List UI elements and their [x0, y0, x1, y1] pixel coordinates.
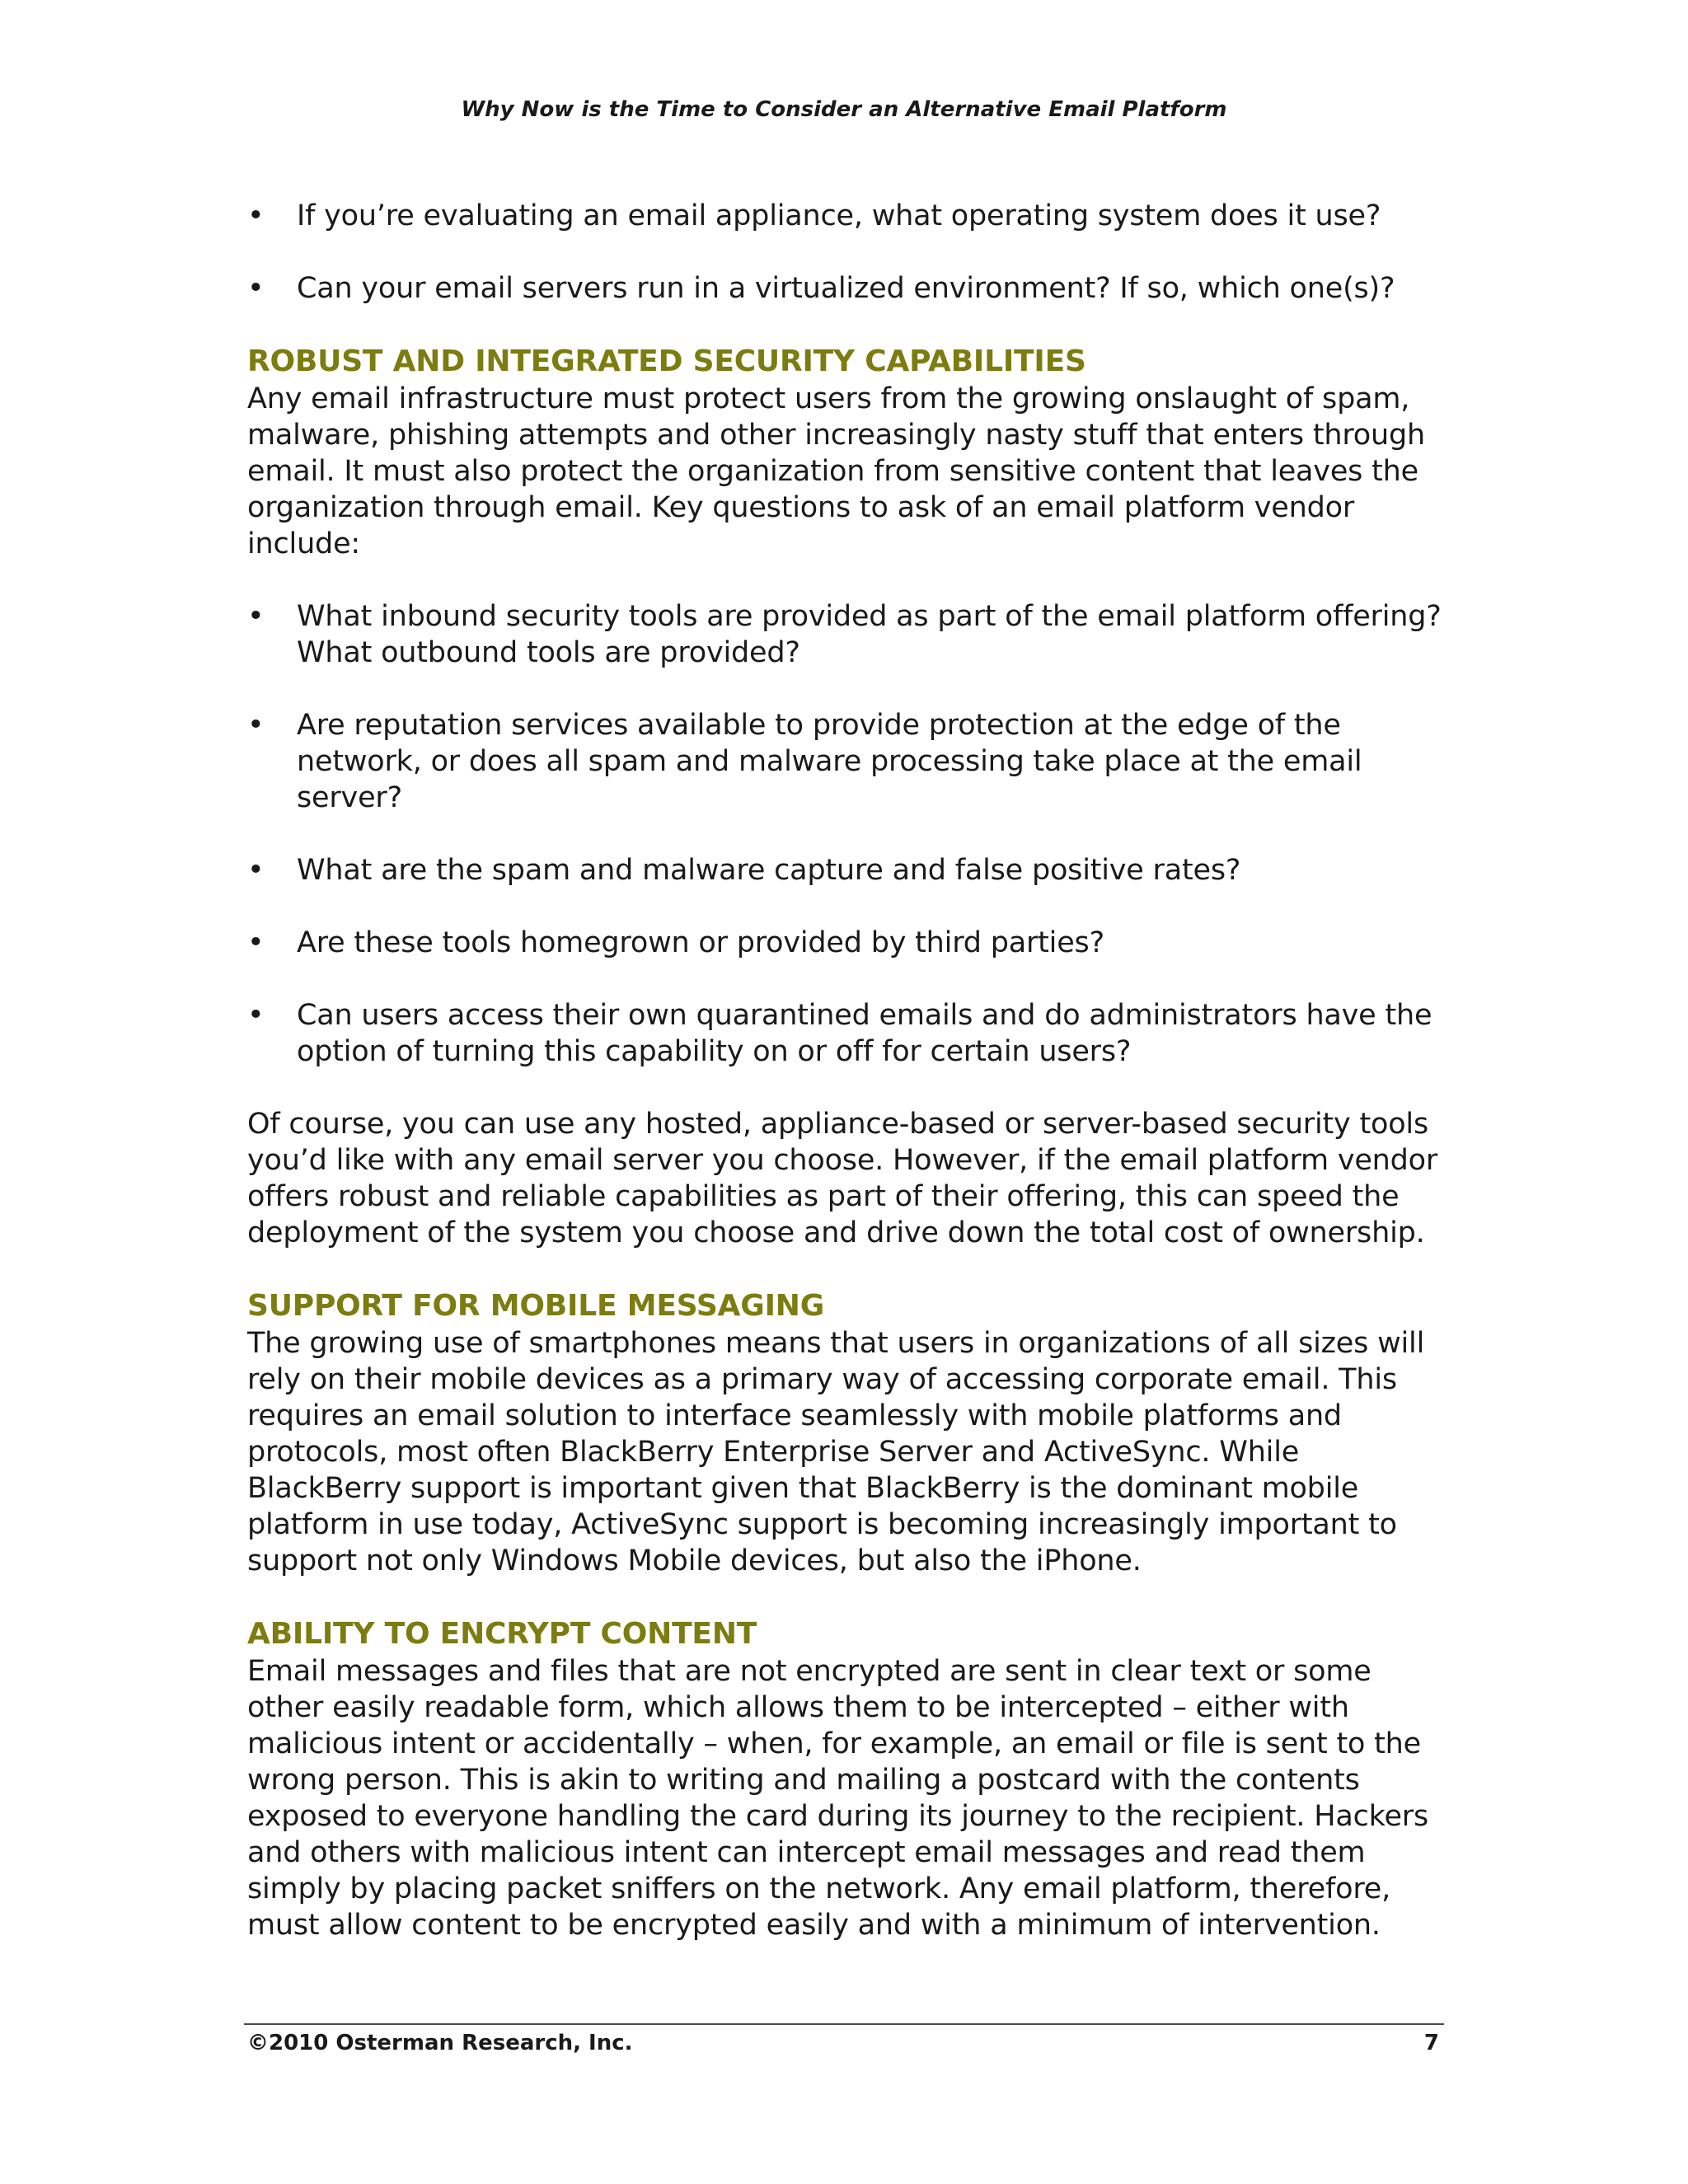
list-item [247, 925, 1451, 961]
intro-bullet-list [247, 198, 1451, 307]
list-item [247, 270, 1451, 307]
section-body-security: Any email infrastructure must protect users from the growing onslaught of spam, malware, phishing attempts and other increasingly nasty stuff that enters through email. It must also protect the organization from sensitive content that leaves the organization through email. Key questions to ask of an email platform vendor include: [247, 382, 1425, 560]
bullet-text: If you’re evaluating an email appliance, what operating system does it use? [297, 199, 1381, 232]
list-item [247, 852, 1451, 888]
footer-page-number: 7 [1423, 2031, 1439, 2055]
list-item [247, 997, 1451, 1070]
bullet-icon: • [247, 709, 265, 742]
footer-divider [244, 2023, 1444, 2025]
bullet-icon: • [247, 600, 265, 633]
section-heading-encrypt: ABILITY TO ENCRYPT CONTENT [247, 1617, 757, 1651]
section-heading-mobile: SUPPORT FOR MOBILE MESSAGING [247, 1289, 825, 1323]
bullet-icon: • [247, 199, 265, 232]
page-header-title: Why Now is the Time to Consider an Alternative Email Platform [461, 97, 1227, 122]
section-body-mobile: The growing use of smartphones means that users in organizations of all sizes will rely on their mobile devices as a primary way of accessing corporate email. This requires an email solution to interface seamlessly with mobile platforms and protocols, most often BlackBerry Enterprise Server and ActiveSync. While BlackBerry support is important given that BlackBerry is the dominant mobile platform in use today, ActiveSync support is becoming increasingly important to support not only Windows Mobile devices, but also the iPhone. [247, 1327, 1425, 1577]
bullet-text: What inbound security tools are provided as part of the email platform offering? What outbound tools are provided? [297, 600, 1442, 669]
security-bullet-list [247, 598, 1451, 1070]
section-closing-security: Of course, you can use any hosted, appliance-based or server-based security tools you’d like with any email server you choose. However, if the email platform vendor offers robust and reliable capabilities as part of their offering, this can speed the deployment of the system you choose and drive down the total cost of ownership. [247, 1108, 1438, 1249]
bullet-text: Are these tools homegrown or provided by third parties? [297, 926, 1104, 959]
bullet-text: Can your email servers run in a virtualized environment? If so, which one(s)? [297, 272, 1395, 305]
bullet-text: What are the spam and malware capture and false positive rates? [297, 854, 1241, 887]
bullet-text: Are reputation services available to provide protection at the edge of the network, or does all spam and malware processing take place at the email server? [297, 709, 1362, 814]
list-item [247, 598, 1451, 671]
section-body-encrypt: Email messages and files that are not encrypted are sent in clear text or some other easily readable form, which allows them to be intercepted – either with malicious intent or accidentally – when, for example, an email or file is sent to the wrong person. This is akin to writing and mailing a postcard with the contents exposed to everyone handling the card during its journey to the recipient. Hackers and others with malicious intent can intercept email messages and read them simply by placing packet sniffers on the network. Any email platform, therefore, must allow content to be encrypted easily and with a minimum of intervention. [247, 1655, 1429, 1942]
section-heading-security: ROBUST AND INTEGRATED SECURITY CAPABILITIES [247, 344, 1086, 378]
bullet-icon: • [247, 854, 265, 887]
footer-copyright: ©2010 Osterman Research, Inc. [247, 2031, 633, 2055]
document-body [247, 198, 1451, 1980]
list-item [247, 198, 1451, 234]
list-item [247, 707, 1451, 816]
bullet-text: Can users access their own quarantined emails and do administrators have the option of turning this capability on or off for certain users? [297, 999, 1432, 1068]
bullet-icon: • [247, 999, 265, 1032]
bullet-icon: • [247, 926, 265, 959]
bullet-icon: • [247, 272, 265, 305]
